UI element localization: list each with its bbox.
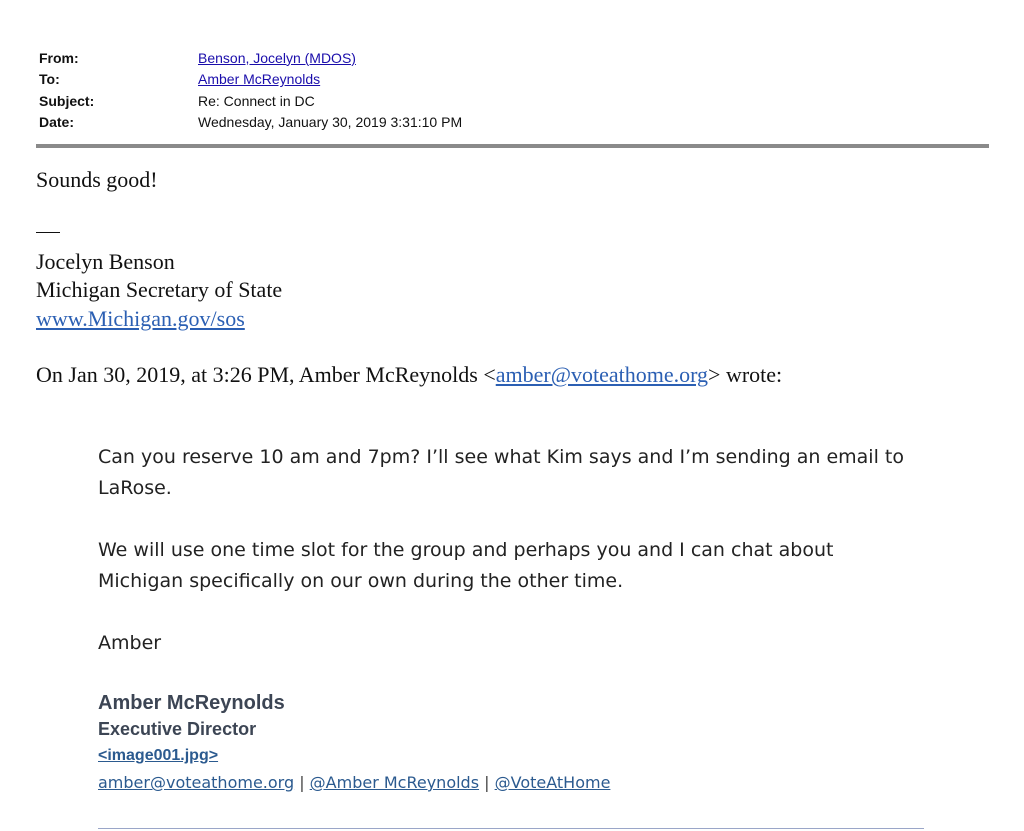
quote-intro-prefix: On Jan 30, 2019, at 3:26 PM, Amber McReynolds < xyxy=(36,362,496,387)
quote-intro-email-link[interactable]: amber@voteathome.org xyxy=(495,362,709,387)
reply-sig-link[interactable]: www.Michigan.gov/sos xyxy=(36,306,245,331)
quoted-sig-name: Amber McReynolds xyxy=(98,692,285,714)
to-link[interactable]: Amber McReynolds xyxy=(198,71,321,88)
bottom-divider xyxy=(98,828,924,829)
reply-sig-title: Michigan Secretary of State xyxy=(36,277,283,302)
date-label: Date: xyxy=(39,114,75,131)
quoted-paragraph-1: Can you reserve 10 am and 7pm? I’ll see what Kim says and I’m sending an email to LaRose. xyxy=(98,446,904,499)
sig-twitter-link-1[interactable]: @Amber McReynolds xyxy=(309,773,480,792)
sig-separator-1: | xyxy=(294,773,310,792)
reply-body: Sounds good! xyxy=(36,167,158,192)
subject-value: Re: Connect in DC xyxy=(198,92,315,109)
sig-separator-2: | xyxy=(479,773,495,792)
to-row xyxy=(39,69,462,91)
quoted-paragraph-2: We will use one time slot for the group and perhaps you and I can chat about Michigan specifically on our own during the other time. xyxy=(98,539,834,592)
date-value: Wednesday, January 30, 2019 3:31:10 PM xyxy=(198,114,463,131)
quoted-sig-links xyxy=(98,773,610,792)
from-link[interactable]: Benson, Jocelyn (MDOS) xyxy=(198,49,356,66)
sig-email-link[interactable]: amber@voteathome.org xyxy=(98,773,295,792)
image-placeholder-link[interactable]: <image001.jpg> xyxy=(98,747,219,764)
quoted-closing: Amber xyxy=(98,632,162,654)
quote-intro-suffix: > wrote: xyxy=(708,362,783,387)
signature-dash xyxy=(36,232,60,233)
from-label: From: xyxy=(39,49,79,66)
subject-label: Subject: xyxy=(39,92,95,109)
date-row xyxy=(39,112,462,134)
to-label: To: xyxy=(39,71,60,88)
quote-intro xyxy=(36,361,782,389)
subject-row xyxy=(39,90,462,112)
email-header xyxy=(39,47,462,133)
reply-sig-name: Jocelyn Benson xyxy=(36,249,175,274)
sig-twitter-link-2[interactable]: @VoteAtHome xyxy=(494,773,611,792)
quoted-sig-title: Executive Director xyxy=(98,719,257,739)
from-row xyxy=(39,47,462,69)
header-divider xyxy=(36,144,989,148)
